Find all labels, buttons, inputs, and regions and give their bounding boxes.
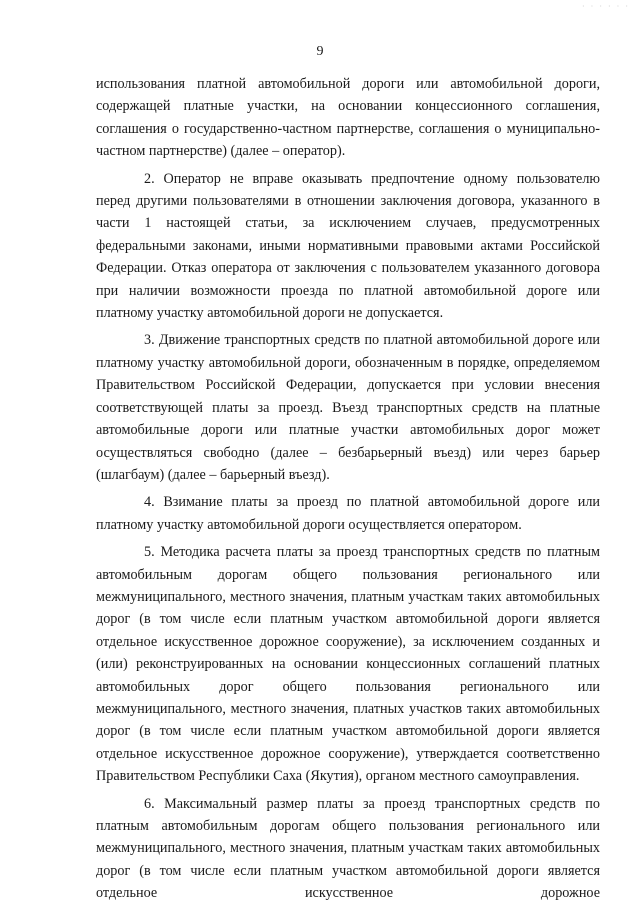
paragraph-6: 6. Максимальный размер платы за проезд транспортных средств по платным автомобильным дорогам общего пользования регионального или межмуниципального, местного значения, платным участкам таких автомобильных дорог (в том числе если платным участком автомобильной дороги является отдельное искусственное дорожное [96, 795, 600, 902]
paragraph-3: 3. Движение транспортных средств по платной автомобильной дороге или платному участку автомобильной дороги, обозначенным в порядке, определяемом Правительством Российской Федерации, допускается при условии внесения соответствующей платы за проезд. Въезд транспортных средств на платные автомобильные дороги или платные участки автомобильных дорог может осуществляться свободно (далее – безбарьерный въезд) или через барьер (шлагбаум) (далее – барьерный въезд). [96, 332, 600, 483]
paragraph-5: 5. Методика расчета платы за проезд транспортных средств по платным автомобильным дорогам общего пользования регионального или межмуниципального, местного значения, платным участкам таких автомобильных дорог (в том числе если платным участком автомобильной дороги является отдельное искусственное дорожное сооружение), за исключением созданных и (или) реконструированных на основании концессионных соглашений платных автомобильных дорог общего пользования регионального или межмуниципального, местного значения, платных участков таких автомобильных дорог (в том числе если платным участком автомобильной дороги является отдельное искусственное дорожное сооружение), утверждается соответственно Правительством Республики Саха (Якутия), органом местного самоуправления. [96, 544, 600, 785]
paragraph-2: 2. Оператор не вправе оказывать предпочтение одному пользователю перед другими пользователями в отношении заключения договора, указанного в части 1 настоящей статьи, за исключением случаев, предусмотренных федеральными законами, иными нормативными правовыми актами Российской Федерации. Отказ оператора от заключения с пользователем указанного договора при наличии возможности проезда по платной автомобильной дороге или платному участку автомобильной дороги не допускается. [96, 170, 600, 322]
document-body [96, 73, 600, 905]
page-number: 9 [316, 44, 324, 59]
paragraph-continuation: использования платной автомобильной дороги или автомобильной дороги, содержащей платные участки, на основании концессионного соглашения, соглашения о государственно-частном партнерстве, соглашения о муниципально-частном партнерстве) (далее – оператор). [96, 76, 600, 160]
scan-mark: · · · · · · [582, 2, 630, 11]
paragraph-4: 4. Взимание платы за проезд по платной автомобильной дороге или платному участку автомобильной дороги осуществляется оператором. [96, 494, 600, 533]
